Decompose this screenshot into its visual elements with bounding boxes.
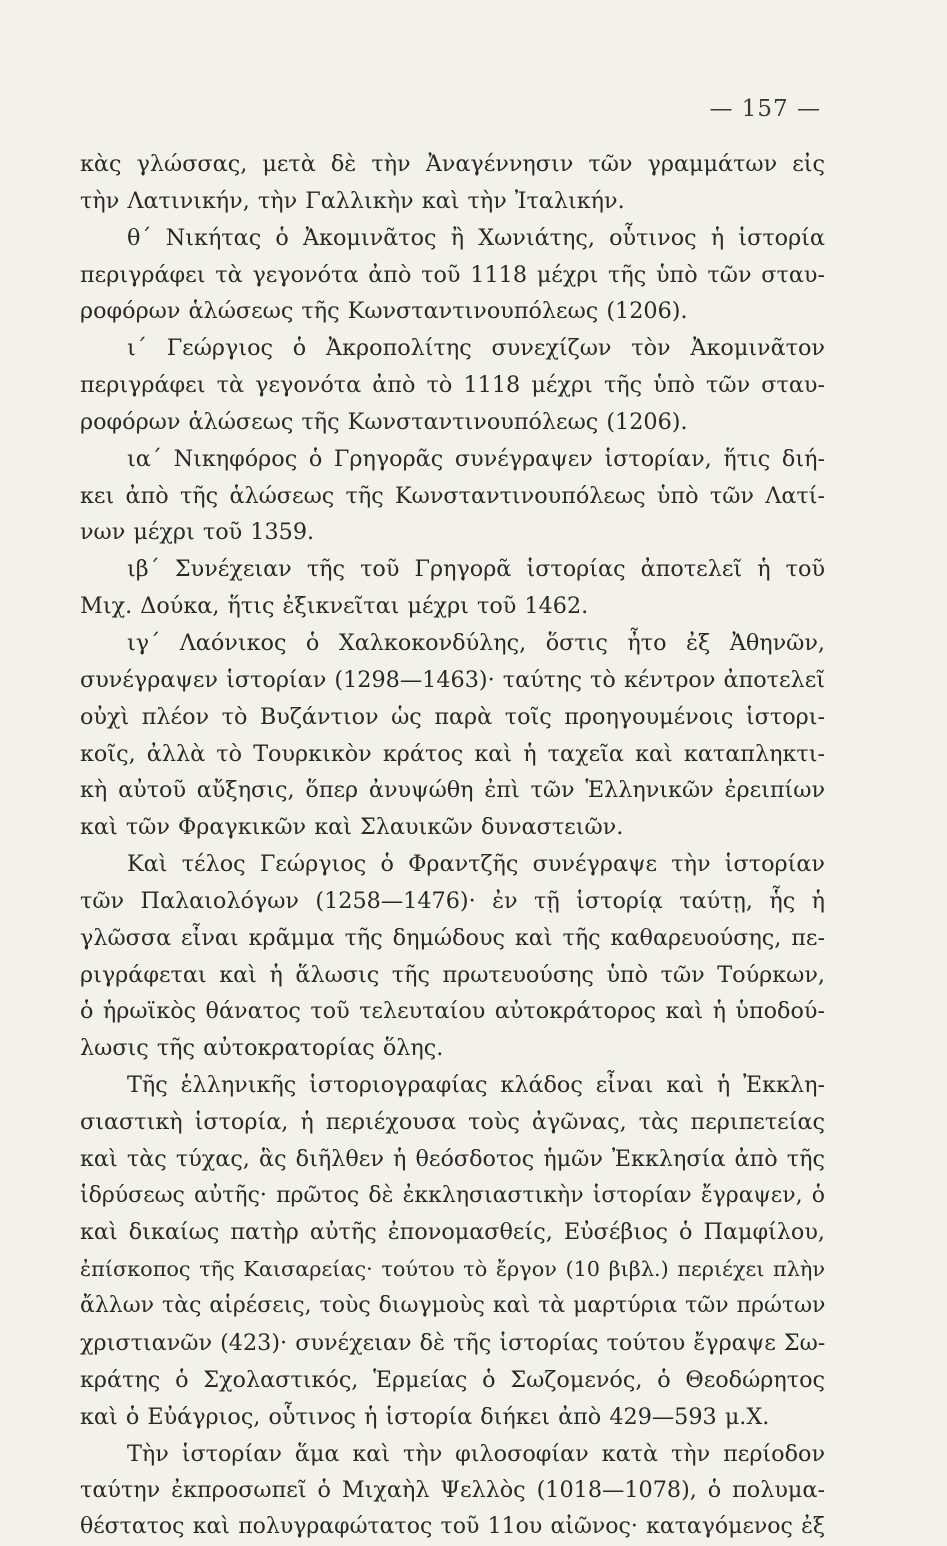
text-line: θ΄ Νικήτας ὁ Ἀκομινᾶτος ἢ Χωνιάτης, οὗτινος ἡ ἱστορία [127,224,825,251]
text-line: νων μέχρι τοῦ 1359. [80,519,315,546]
text-line: σιαστικὴ ἱστορία, ἡ περιέχουσα τοὺς ἀγῶνας, τὰς περιπετείας [80,1108,825,1135]
text-line: περιγράφει τὰ γεγονότα ἀπὸ τὸ 1118 μέχρι τῆς ὑπὸ τῶν σταυ- [80,372,825,399]
text-line: Καὶ τέλος Γεώργιος ὁ Φραντζῆς συνέγραψε τὴν ἱστορίαν [127,851,825,878]
text-line: ια΄ Νικηφόρος ὁ Γρηγορᾶς συνέγραψεν ἱστορίαν, ἥτις διή- [127,445,825,472]
text-line: γλῶσσα εἶναι κρᾶμμα τῆς δημώδους καὶ τῆς καθαρευούσης, πε- [80,924,825,951]
text-line: ἐπίσκοπος τῆς Καισαρείας· τούτου τὸ ἔργον (10 βιβλ.) περιέχει πλὴν [80,1257,825,1282]
text-line: Τῆς ἑλληνικῆς ἱστοριογραφίας κλάδος εἶναι καὶ ἡ Ἐκκλη- [127,1072,825,1099]
text-line: καὶ ὁ Εὐάγριος, οὗτινος ἡ ἱστορία διήκει ἀπὸ 429—593 μ.Χ. [80,1403,770,1430]
body-text [80,146,825,1546]
text-line: ιγ΄ Λαόνικος ὁ Χαλκοκονδύλης, ὅστις ἦτο ἐξ Ἀθηνῶν, [127,629,825,656]
text-line: καὶ τὰς τύχας, ἃς διῆλθεν ἡ θεόσδοτος ἡμῶν Ἐκκλησία ἀπὸ τῆς [80,1145,825,1172]
text-line: ἄλλων τὰς αἱρέσεις, τοὺς διωγμοὺς καὶ τὰ μαρτύρια τῶν πρώτων [80,1293,826,1319]
page-number: — 157 — [709,96,821,122]
text-line: χριστιανῶν (423)· συνέχειαν δὲ τῆς ἱστορίας τούτου ἔγραψε Σω- [80,1330,826,1356]
text-line: λωσις τῆς αὐτοκρατορίας ὅλης. [80,1035,444,1062]
text-line: συνέγραψεν ἱστορίαν (1298—1463)· ταύτης τὸ κέντρον ἀποτελεῖ [80,666,825,693]
text-line: ροφόρων ἁλώσεως τῆς Κωνσταντινουπόλεως (1206). [80,298,688,325]
text-line: ροφόρων ἁλώσεως τῆς Κωνσταντινουπόλεως (1206). [80,408,688,435]
text-line: κὴ αὐτοῦ αὔξησις, ὅπερ ἀνυψώθη ἐπὶ τῶν Ἑλληνικῶν ἐρειπίων [80,777,825,804]
text-line: κει ἀπὸ τῆς ἁλώσεως τῆς Κωνσταντινουπόλεως ὑπὸ τῶν Λατί- [80,482,825,509]
text-line: τὴν Λατινικήν, τὴν Γαλλικὴν καὶ τὴν Ἰταλικήν. [80,187,625,214]
text-line: ταύτην ἐκπροσωπεῖ ὁ Μιχαὴλ Ψελλὸς (1018—1078), ὁ πολυμα- [80,1477,825,1504]
text-line: ιβ΄ Συνέχειαν τῆς τοῦ Γρηγορᾶ ἱστορίας ἀποτελεῖ ἡ τοῦ [127,556,825,583]
text-line: Μιχ. Δούκα, ἥτις ἐξικνεῖται μέχρι τοῦ 1462. [80,593,589,620]
text-line: ι΄ Γεώργιος ὁ Ἀκροπολίτης συνεχίζων τὸν Ἀκομινᾶτον [127,335,825,362]
text-line: περιγράφει τὰ γεγονότα ἀπὸ τοῦ 1118 μέχρι τῆς ὑπὸ τῶν σταυ- [80,261,825,288]
text-line: κὰς γλώσσας, μετὰ δὲ τὴν Ἀναγέννησιν τῶν γραμμάτων εἰς [80,151,825,177]
text-line: ριγράφεται καὶ ἡ ἅλωσις τῆς πρωτευούσης ὑπὸ τῶν Τούρκων, [80,961,825,988]
text-line: τῶν Παλαιολόγων (1258—1476)· ἐν τῇ ἱστορίᾳ ταύτῃ, ἧς ἡ [80,887,825,914]
text-line: θέστατος καὶ πολυγραφώτατος τοῦ 11ου αἰῶνος· καταγόμενος ἐξ [80,1514,825,1540]
text-line: καὶ δικαίως πατὴρ αὐτῆς ἐπονομασθείς, Εὐσέβιος ὁ Παμφίλου, [80,1219,825,1246]
text-line: κράτης ὁ Σχολαστικός, Ἑρμείας ὁ Σωζομενός, ὁ Θεοδώρητος [80,1366,825,1393]
text-line: Τὴν ἱστορίαν ἅμα καὶ τὴν φιλοσοφίαν κατὰ τὴν περίοδον [127,1440,825,1467]
text-line: ἱδρύσεως αὐτῆς· πρῶτος δὲ ἐκκλησιαστικὴν ἱστορίαν ἔγραψεν, ὁ [80,1182,825,1208]
text-line: οὐχὶ πλέον τὸ Βυζάντιον ὡς παρὰ τοῖς προηγουμένοις ἱστορι- [80,703,825,730]
text-line: καὶ τῶν Φραγκικῶν καὶ Σλαυικῶν δυναστειῶν. [80,814,624,841]
text-line: κοῖς, ἀλλὰ τὸ Τουρκικὸν κράτος καὶ ἡ ταχεῖα καὶ καταπληκτι- [80,740,825,767]
text-line: ὁ ἡρωϊκὸς θάνατος τοῦ τελευταίου αὐτοκράτορος καὶ ἡ ὑποδού- [80,998,825,1025]
